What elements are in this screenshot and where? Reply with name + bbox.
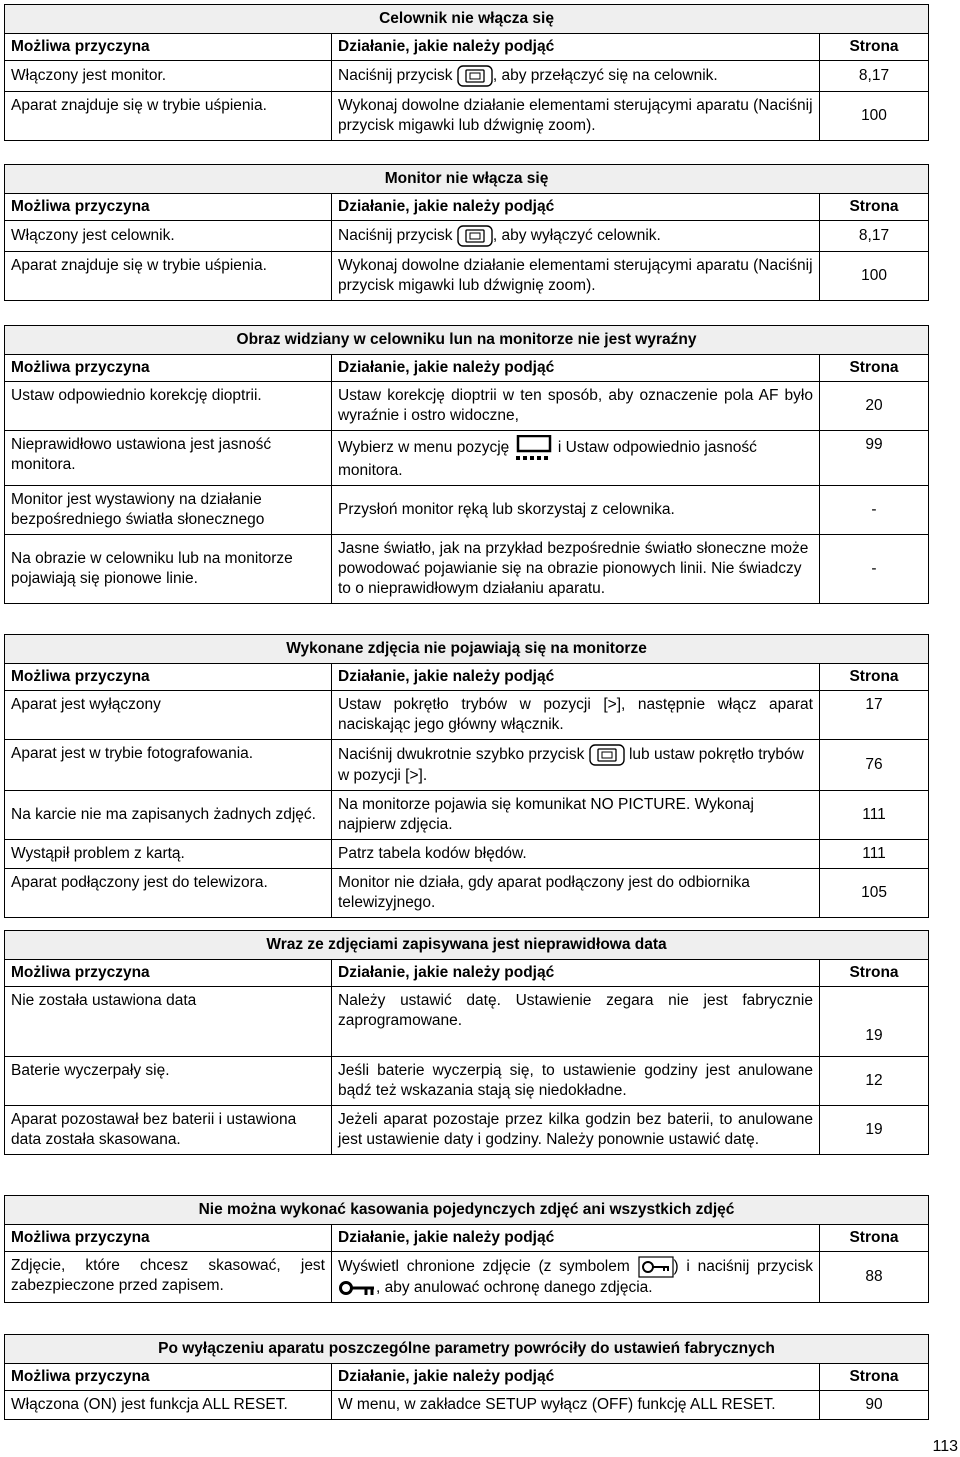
action-cell: Jasne światło, jak na przykład bezpośrednie światło słoneczne może powodować pojawianie się na obrazie pionowych linii. Nie świadczy to o nieprawidłowym działaniu aparatu. — [332, 535, 820, 604]
section-viewfinder-off — [4, 4, 928, 141]
monitor-button-icon — [457, 65, 493, 87]
header-action: Działanie, jakie należy podjąć — [332, 34, 820, 61]
monitor-button-icon — [589, 744, 625, 766]
action-cell: Ustaw korekcję dioptrii w ten sposób, aby oznaczenie pola AF było wyraźnie i ostro widoczne, — [332, 382, 820, 431]
page-cell: 100 — [820, 252, 929, 301]
page-cell: 111 — [820, 791, 929, 840]
cause-cell: Włączony jest monitor. — [5, 61, 332, 92]
action-cell: Naciśnij przycisk , aby wyłączyć celownik. — [332, 221, 820, 252]
table-row — [5, 869, 929, 918]
action-cell: Naciśnij przycisk , aby przełączyć się na celownik. — [332, 61, 820, 92]
page-cell: - — [820, 535, 929, 604]
section-title: Nie można wykonać kasowania pojedynczych zdjęć ani wszystkich zdjęć — [5, 1196, 929, 1225]
header-cause: Możliwa przyczyna — [5, 664, 332, 691]
cause-cell: Aparat znajduje się w trybie uśpienia. — [5, 252, 332, 301]
action-cell: Wykonaj dowolne działanie elementami sterującymi aparatu (Naciśnij przycisk migawki lub dźwignię zoom). — [332, 92, 820, 141]
action-cell: Ustaw pokrętło trybów w pozycji [>], następnie włącz aparat naciskając jego główny włącznik. — [332, 691, 820, 740]
cause-cell: Wystąpił problem z kartą. — [5, 840, 332, 869]
page-cell: 17 — [820, 691, 929, 740]
cause-cell: Ustaw odpowiednio korekcję dioptrii. — [5, 382, 332, 431]
page-cell: 19 — [820, 1106, 929, 1155]
cause-cell: Aparat jest w trybie fotografowania. — [5, 740, 332, 791]
table-row — [5, 535, 929, 604]
header-cause: Możliwa przyczyna — [5, 1225, 332, 1252]
action-cell: Należy ustawić datę. Ustawienie zegara nie jest fabrycznie zaprogramowane. — [332, 987, 820, 1057]
header-page: Strona — [820, 664, 929, 691]
action-cell: Wybierz w menu pozycję i Ustaw odpowiednio jasność monitora. — [332, 431, 820, 486]
table-row — [5, 382, 929, 431]
table-row — [5, 987, 929, 1057]
page-cell: - — [820, 486, 929, 535]
section-image-not-sharp — [4, 325, 928, 604]
key-protect-icon — [638, 1256, 674, 1278]
table-row — [5, 740, 929, 791]
header-action: Działanie, jakie należy podjąć — [332, 194, 820, 221]
table-row — [5, 1252, 929, 1303]
cause-cell: Monitor jest wystawiony na działanie bezpośredniego światła słonecznego — [5, 486, 332, 535]
header-action: Działanie, jakie należy podjąć — [332, 1225, 820, 1252]
cause-cell: Zdjęcie, które chcesz skasować, jest zabezpieczone przed zapisem. — [5, 1252, 332, 1303]
page-cell: 8,17 — [820, 61, 929, 92]
table-row — [5, 1057, 929, 1106]
page-number: 113 — [932, 1438, 958, 1455]
cause-cell: Włączona (ON) jest funkcja ALL RESET. — [5, 1391, 332, 1420]
page-cell: 12 — [820, 1057, 929, 1106]
header-action: Działanie, jakie należy podjąć — [332, 960, 820, 987]
header-page: Strona — [820, 355, 929, 382]
cause-cell: Włączony jest celownik. — [5, 221, 332, 252]
header-page: Strona — [820, 1225, 929, 1252]
section-title: Wraz ze zdjęciami zapisywana jest nieprawidłowa data — [5, 931, 929, 960]
table-row — [5, 61, 929, 92]
page-cell: 19 — [820, 987, 929, 1057]
cause-cell: Nieprawidłowo ustawiona jest jasność monitora. — [5, 431, 332, 486]
header-cause: Możliwa przyczyna — [5, 355, 332, 382]
action-cell: Naciśnij dwukrotnie szybko przycisk lub ustaw pokrętło trybów w pozycji [>]. — [332, 740, 820, 791]
cause-cell: Nie została ustawiona data — [5, 987, 332, 1057]
cause-cell: Aparat podłączony jest do telewizora. — [5, 869, 332, 918]
header-action: Działanie, jakie należy podjąć — [332, 355, 820, 382]
page-cell: 111 — [820, 840, 929, 869]
page-cell: 76 — [820, 740, 929, 791]
action-cell: Jeżeli aparat pozostaje przez kilka godzin bez baterii, to anulowane jest ustawienie daty i godziny. Należy ponownie ustawić datę. — [332, 1106, 820, 1155]
monitor-button-icon — [457, 225, 493, 247]
header-cause: Możliwa przyczyna — [5, 34, 332, 61]
header-page: Strona — [820, 1364, 929, 1391]
table-row — [5, 691, 929, 740]
section-title: Po wyłączeniu aparatu poszczególne parametry powróciły do ustawień fabrycznych — [5, 1335, 929, 1364]
page-cell: 99 — [820, 431, 929, 486]
key-icon — [338, 1280, 376, 1296]
action-cell: Przysłoń monitor ręką lub skorzystaj z celownika. — [332, 486, 820, 535]
section-title: Wykonane zdjęcia nie pojawiają się na monitorze — [5, 635, 929, 664]
section-title: Monitor nie włącza się — [5, 165, 929, 194]
table-row — [5, 252, 929, 301]
header-page: Strona — [820, 194, 929, 221]
section-photos-not-shown — [4, 634, 928, 918]
table-row — [5, 92, 929, 141]
page-cell: 105 — [820, 869, 929, 918]
page-cell: 90 — [820, 1391, 929, 1420]
header-action: Działanie, jakie należy podjąć — [332, 1364, 820, 1391]
cause-cell: Aparat znajduje się w trybie uśpienia. — [5, 92, 332, 141]
cause-cell: Aparat jest wyłączony — [5, 691, 332, 740]
page-cell: 88 — [820, 1252, 929, 1303]
action-cell: Monitor nie działa, gdy aparat podłączony jest do odbiornika telewizyjnego. — [332, 869, 820, 918]
section-cannot-delete — [4, 1195, 928, 1303]
action-cell: W menu, w zakładce SETUP wyłącz (OFF) funkcję ALL RESET. — [332, 1391, 820, 1420]
table-row — [5, 1391, 929, 1420]
cause-cell: Na karcie nie ma zapisanych żadnych zdjęć. — [5, 791, 332, 840]
action-cell: Wykonaj dowolne działanie elementami sterującymi aparatu (Naciśnij przycisk migawki lub dźwignię zoom). — [332, 252, 820, 301]
header-cause: Możliwa przyczyna — [5, 194, 332, 221]
action-cell: Na monitorze pojawia się komunikat NO PICTURE. Wykonaj najpierw zdjęcia. — [332, 791, 820, 840]
action-cell: Jeśli baterie wyczerpią się, to ustawienie godziny jest anulowane bądź też wskazania stają się niedokładne. — [332, 1057, 820, 1106]
action-cell: Wyświetl chronione zdjęcie (z symbolem ) i naciśnij przycisk , aby anulować ochronę danego zdjęcia. — [332, 1252, 820, 1303]
table-row — [5, 486, 929, 535]
section-wrong-date — [4, 930, 928, 1155]
page-cell: 20 — [820, 382, 929, 431]
header-cause: Możliwa przyczyna — [5, 960, 332, 987]
section-title: Celownik nie włącza się — [5, 5, 929, 34]
header-action: Działanie, jakie należy podjąć — [332, 664, 820, 691]
action-cell: Patrz tabela kodów błędów. — [332, 840, 820, 869]
page-cell: 100 — [820, 92, 929, 141]
table-row — [5, 431, 929, 486]
cause-cell: Baterie wyczerpały się. — [5, 1057, 332, 1106]
cause-cell: Aparat pozostawał bez baterii i ustawiona data została skasowana. — [5, 1106, 332, 1155]
table-row — [5, 791, 929, 840]
cause-cell: Na obrazie w celowniku lub na monitorze pojawiają się pionowe linie. — [5, 535, 332, 604]
header-page: Strona — [820, 960, 929, 987]
table-row — [5, 221, 929, 252]
section-monitor-off — [4, 164, 928, 301]
header-cause: Możliwa przyczyna — [5, 1364, 332, 1391]
section-factory-reset — [4, 1334, 928, 1420]
header-page: Strona — [820, 34, 929, 61]
section-title: Obraz widziany w celowniku lun na monitorze nie jest wyraźny — [5, 326, 929, 355]
monitor-brightness-icon — [514, 435, 554, 461]
table-row — [5, 840, 929, 869]
table-row — [5, 1106, 929, 1155]
page-cell: 8,17 — [820, 221, 929, 252]
